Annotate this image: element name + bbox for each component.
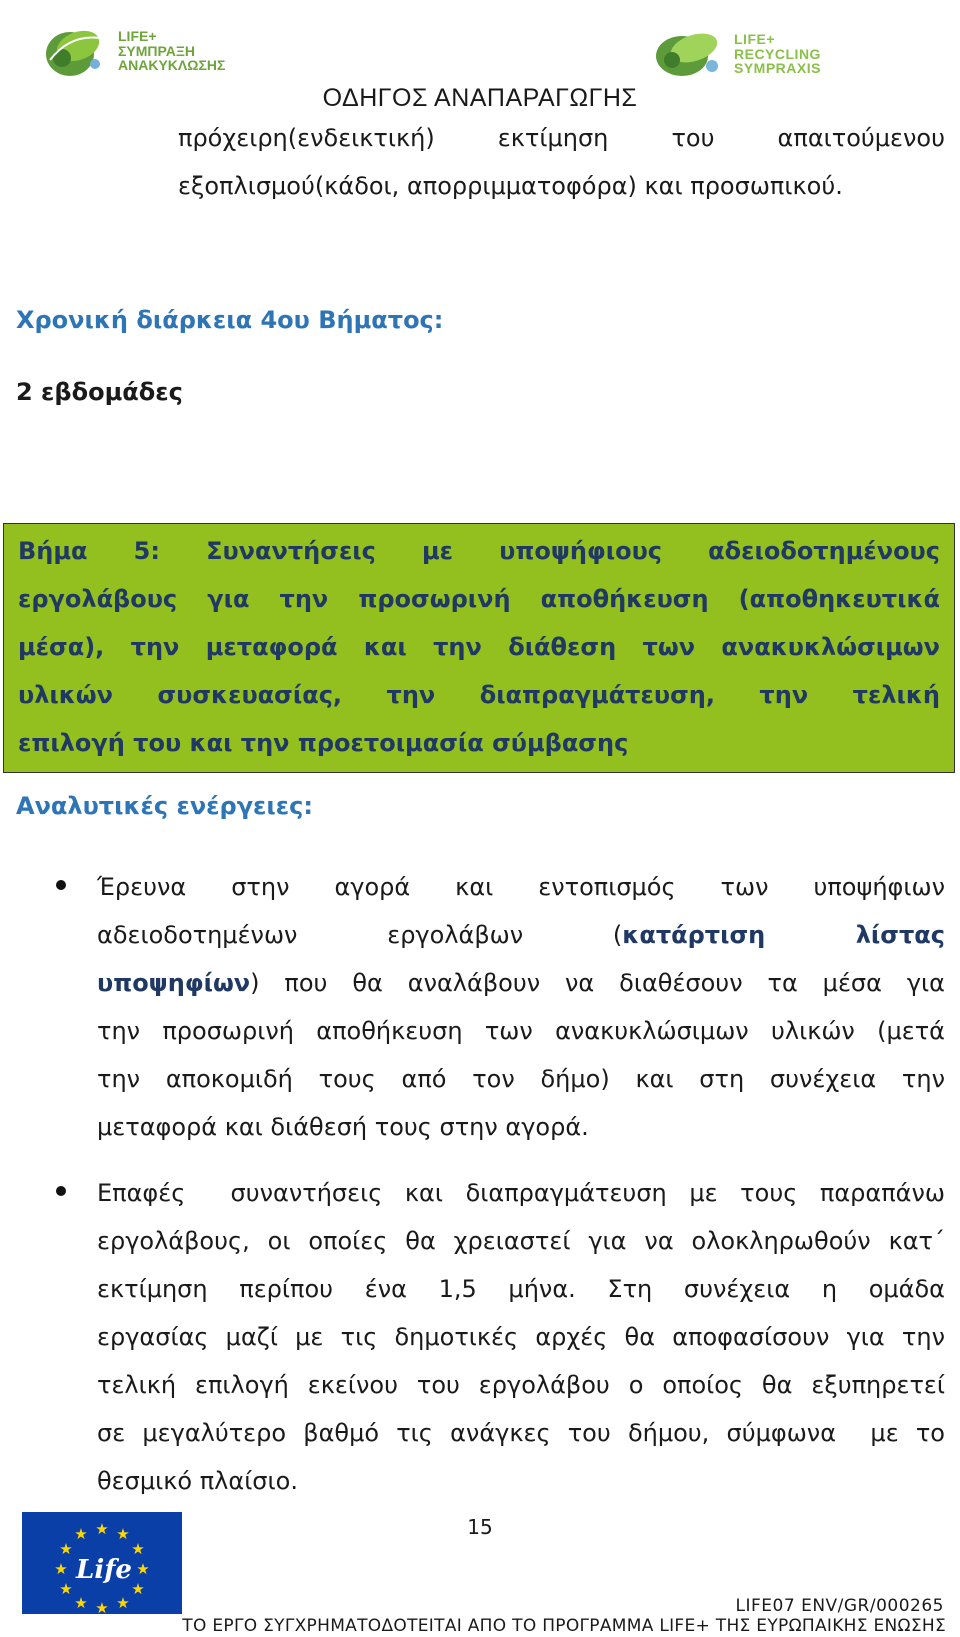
logo-left-line-1: LIFE+: [118, 27, 157, 44]
page-number: 15: [467, 1515, 493, 1539]
svg-text:★: ★: [131, 1540, 145, 1558]
bullet-2-line-7: θεσμικό πλαίσιο.: [97, 1467, 298, 1495]
bullet-1-line-3: [97, 959, 945, 1007]
svg-text:★: ★: [54, 1560, 68, 1578]
intro-paragraph: [178, 114, 945, 210]
svg-text:★: ★: [136, 1560, 150, 1578]
bullet-1-line-2: [97, 911, 945, 959]
bullet-icon: [56, 1186, 66, 1196]
intro-line-1: πρόχειρη(ενδεικτική) εκτίμηση του απαιτούμενου: [178, 124, 945, 152]
bullet-1-bold-word: υποψηφίων: [97, 969, 251, 997]
logo-right-line-2: RECYCLING: [734, 45, 821, 62]
bullet-1-line-6: μεταφορά και διάθεσή τους στην αγορά.: [97, 1113, 589, 1141]
bullet-2-line-1: Επαφές συναντήσεις και διαπραγμάτευση με τους παραπάνω: [97, 1179, 945, 1207]
duration-heading: Χρονική διάρκεια 4ου Βήματος:: [16, 306, 444, 334]
document-title: ΟΔΗΓΟΣ ΑΝΑΠΑΡΑΓΩΓΗΣ: [322, 84, 638, 112]
bullet-1-line-4: την προσωρινή αποθήκευση των ανακυκλώσιμων υλικών (μετά: [97, 1017, 945, 1045]
bullet-1-bold-phrase: κατάρτιση λίστας: [622, 921, 945, 949]
actions-list: [0, 863, 960, 1505]
svg-text:★: ★: [131, 1580, 145, 1598]
bullet-2-line-2: εργολάβους, οι οποίες θα χρειαστεί για να ολοκληρωθούν κατ΄: [97, 1227, 945, 1255]
project-code: LIFE07 ENV/GR/000265: [735, 1596, 944, 1616]
bullet-1-line-1: Έρευνα στην αγορά και εντοπισμός των υποψήφιων: [97, 873, 945, 901]
bullet-2-line-3: εκτίμηση περίπου ένα 1,5 μήνα. Στη συνέχεια η ομάδα: [97, 1275, 945, 1303]
duration-value: 2 εβδομάδες: [16, 378, 183, 406]
svg-text:★: ★: [116, 1594, 130, 1612]
svg-text:★: ★: [95, 1520, 109, 1538]
step-title-line-1: Βήμα 5: Συναντήσεις με υποψήφιους αδειοδοτημένους: [18, 537, 940, 565]
logo-right-line-3: SYMPRAXIS: [734, 60, 821, 77]
svg-text:★: ★: [74, 1525, 88, 1543]
intro-line-2: εξοπλισμού(κάδοι, απορριμματοφόρα) και προσωπικού.: [178, 172, 843, 200]
logo-left-line-2: ΣΥΜΠΡΑΞΗ: [118, 42, 196, 59]
logo-life-symprasi-anakyklosis: [40, 24, 225, 78]
bullet-2-line-6: σε μεγαλύτερο βαθμό τις ανάγκες του δήμου, σύμφωνα με το: [97, 1419, 945, 1447]
actions-heading: Αναλυτικές ενέργειες:: [16, 792, 313, 820]
logo-life-recycling-sympraxis: [650, 28, 821, 80]
bullet-1-line-3-text: ) που θα αναλάβουν να διαθέσουν τα μέσα για: [250, 969, 945, 997]
bullet-1-line-5: την αποκομιδή τους από τον δήμο) και στη συνέχεια την: [97, 1065, 945, 1093]
list-item: [0, 863, 960, 1151]
logo-right-line-1: LIFE+: [734, 30, 776, 47]
bullet-1-line-2-text: αδειοδοτημένων εργολάβων (: [97, 921, 623, 949]
step-title-line-4: υλικών συσκευασίας, την διαπραγμάτευση, την τελική: [18, 681, 940, 709]
leaf-globe-logo-icon: [650, 28, 730, 80]
step-5-box: [3, 523, 955, 773]
list-item: [0, 1169, 960, 1505]
svg-text:★: ★: [74, 1594, 88, 1612]
step-title-line-3: μέσα), την μεταφορά και την διάθεση των ανακυκλώσιμων: [18, 633, 940, 661]
leaf-globe-logo-icon: [40, 24, 112, 78]
svg-text:★: ★: [116, 1525, 130, 1543]
eu-life-logo-text: Life: [76, 1555, 132, 1585]
svg-text:★: ★: [95, 1599, 109, 1614]
svg-text:★: ★: [59, 1580, 73, 1598]
step-title-line-5: επιλογή του και την προετοιμασία σύμβασης: [18, 729, 629, 757]
bullet-icon: [56, 880, 66, 890]
step-title-line-2: εργολάβους για την προσωρινή αποθήκευση (αποθηκευτικά: [18, 585, 940, 613]
bullet-2-line-5: τελική επιλογή εκείνου του εργολάβου ο οποίος θα εξυπηρετεί: [97, 1371, 945, 1399]
funding-notice: ΤΟ ΕΡΓΟ ΣΥΓΧΡΗΜΑΤΟΔΟΤΕΙΤΑΙ ΑΠΟ ΤΟ ΠΡΟΓΡΑΜΜΑ LIFE+ ΤΗΣ ΕΥΡΩΠΑΙΚΗΣ ΕΝΩΣΗΣ: [182, 1616, 946, 1636]
svg-text:★: ★: [59, 1540, 73, 1558]
eu-stars-life-icon: [22, 1512, 182, 1614]
logo-left-line-3: ΑΝΑΚΥΚΛΩΣΗΣ: [118, 57, 226, 74]
eu-life-logo: [22, 1512, 182, 1614]
bullet-2-line-4: εργασίας μαζί με τις δημοτικές αρχές θα αποφασίσουν για την: [97, 1323, 945, 1351]
